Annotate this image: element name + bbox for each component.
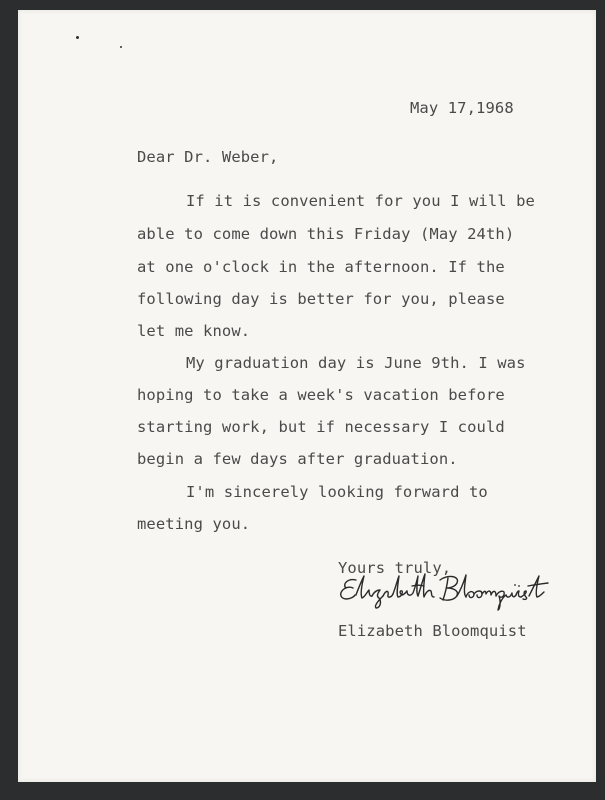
body-line: hoping to take a week's vacation before bbox=[137, 386, 505, 404]
paper-speck bbox=[76, 36, 79, 39]
body-line: at one o'clock in the afternoon. If the bbox=[137, 258, 505, 276]
typed-signature-name: Elizabeth Bloomquist bbox=[338, 622, 527, 640]
body-line: able to come down this Friday (May 24th) bbox=[137, 225, 515, 243]
handwritten-signature bbox=[336, 568, 566, 612]
body-line: let me know. bbox=[137, 322, 251, 340]
body-line: following day is better for you, please bbox=[137, 290, 505, 308]
body-line: I'm sincerely looking forward to bbox=[186, 483, 488, 501]
letter-date: May 17,1968 bbox=[410, 99, 514, 117]
closing: Yours truly, bbox=[338, 559, 452, 577]
body-line: meeting you. bbox=[137, 515, 251, 533]
body-line: begin a few days after graduation. bbox=[137, 450, 458, 468]
salutation: Dear Dr. Weber, bbox=[137, 148, 279, 166]
body-line: If it is convenient for you I will be bbox=[186, 192, 535, 210]
paper-speck bbox=[120, 46, 122, 48]
body-line: My graduation day is June 9th. I was bbox=[186, 354, 526, 372]
body-line: starting work, but if necessary I could bbox=[137, 418, 505, 436]
